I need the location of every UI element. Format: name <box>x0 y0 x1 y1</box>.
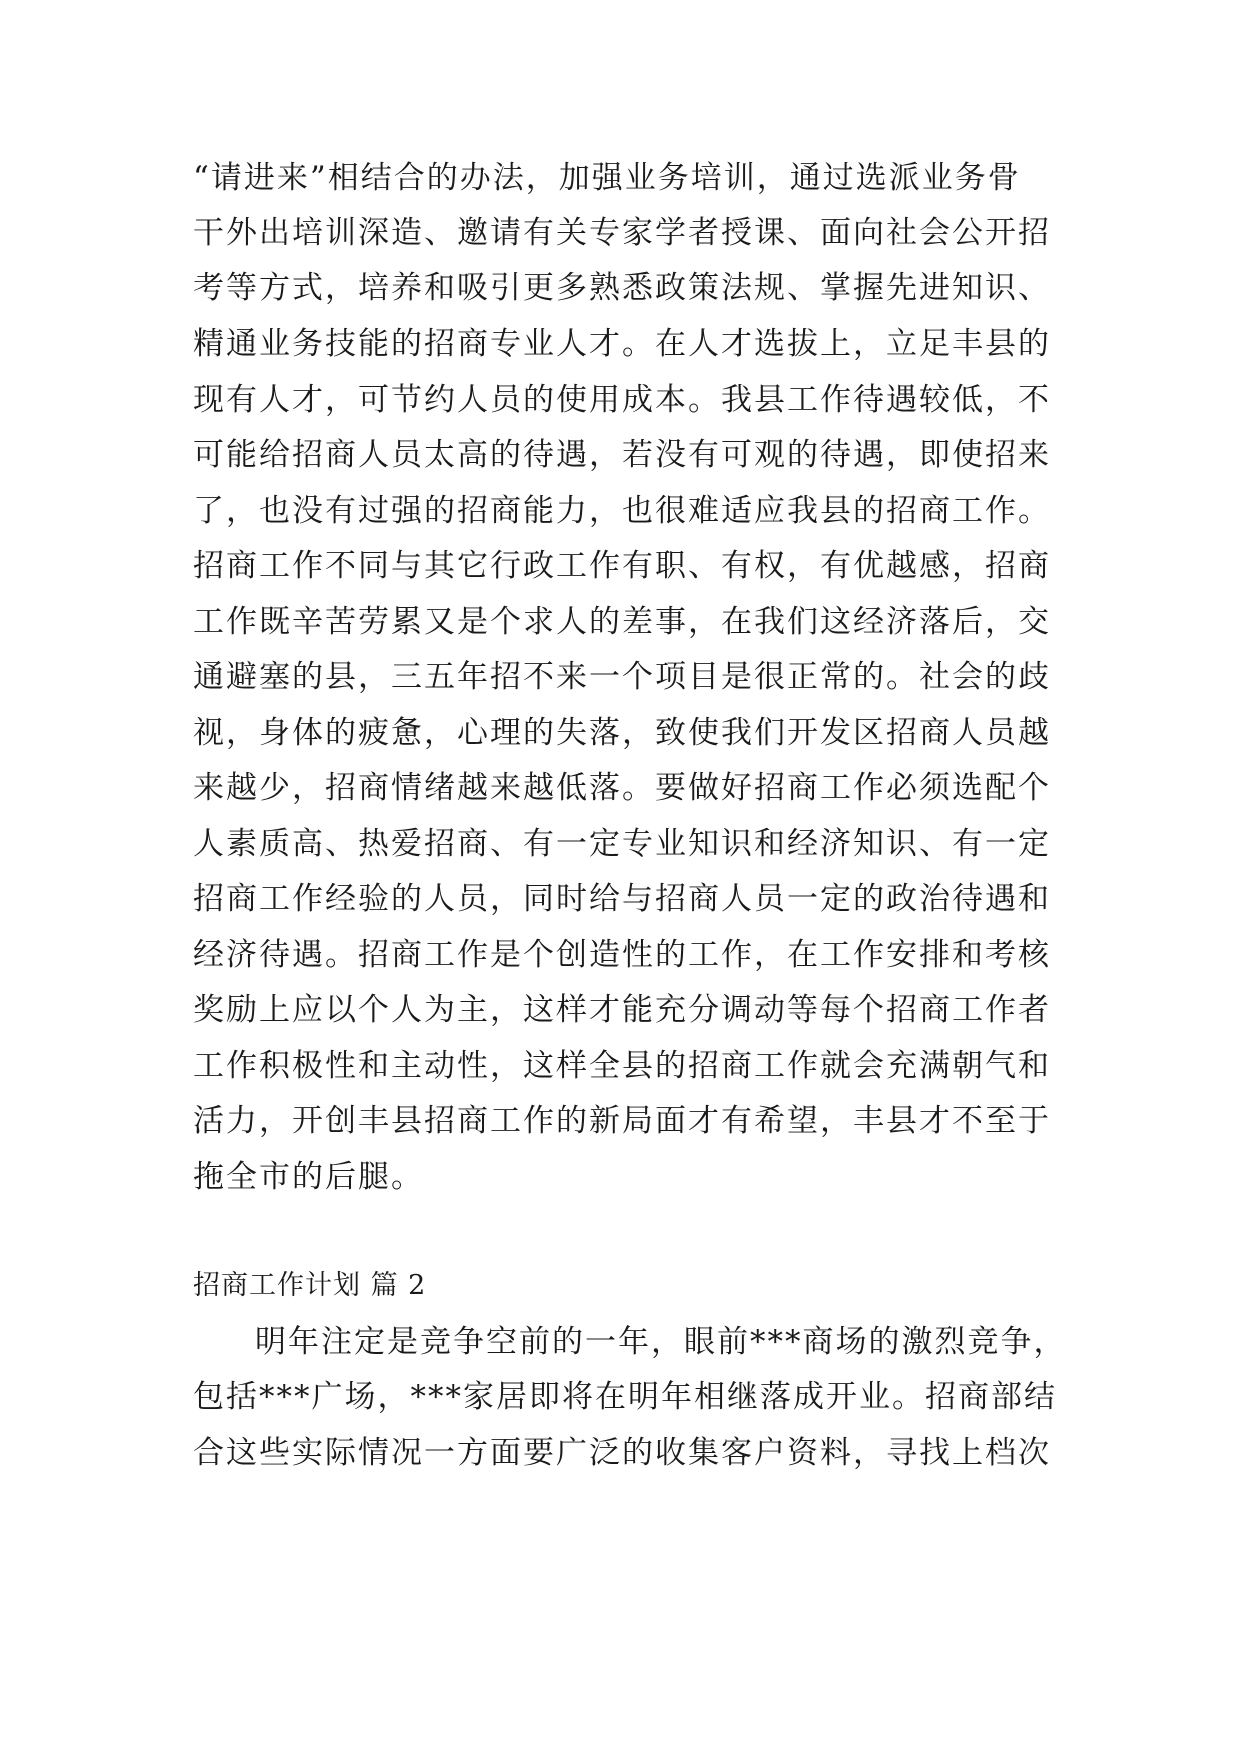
paragraph-line: 拖全市的后腿。 <box>193 1159 424 1195</box>
paragraph-line: 人素质高、热爱招商、有一定专业知识和经济知识、有一定 <box>193 826 1051 862</box>
paragraph-line: 奖励上应以个人为主，这样才能充分调动等每个招商工作者 <box>193 992 1051 1028</box>
paragraph-line: 工作积极性和主动性，这样全县的招商工作就会充满朝气和 <box>193 1048 1051 1084</box>
paragraph-line: 精通业务技能的招商专业人才。在人才选拔上，立足丰县的 <box>193 326 1051 362</box>
paragraph-line: 考等方式，培养和吸引更多熟悉政策法规、掌握先进知识、 <box>193 270 1051 306</box>
paragraph-line: 活力，开创丰县招商工作的新局面才有希望，丰县才不至于 <box>193 1103 1051 1139</box>
section-heading: 招商工作计划 篇 2 <box>193 1270 427 1301</box>
paragraph-line: 来越少，招商情绪越来越低落。要做好招商工作必须选配个 <box>193 770 1051 806</box>
paragraph-line: 经济待遇。招商工作是个创造性的工作，在工作安排和考核 <box>193 937 1051 973</box>
paragraph-line: 了，也没有过强的招商能力，也很难适应我县的招商工作。 <box>193 493 1051 529</box>
paragraph-line: 明年注定是竞争空前的一年，眼前***商场的激烈竞争， <box>255 1324 1067 1360</box>
paragraph-line: 包括***广场，***家居即将在明年相继落成开业。招商部结 <box>193 1379 1057 1415</box>
paragraph-line: 合这些实际情况一方面要广泛的收集客户资料，寻找上档次 <box>193 1435 1051 1471</box>
paragraph-line: 视，身体的疲惫，心理的失落，致使我们开发区招商人员越 <box>193 715 1051 751</box>
paragraph-line: 现有人才，可节约人员的使用成本。我县工作待遇较低，不 <box>193 382 1051 418</box>
paragraph-line: 工作既辛苦劳累又是个求人的差事，在我们这经济落后，交 <box>193 604 1051 640</box>
paragraph-line: 招商工作经验的人员，同时给与招商人员一定的政治待遇和 <box>193 881 1051 917</box>
paragraph-line: 可能给招商人员太高的待遇，若没有可观的待遇，即使招来 <box>193 437 1051 473</box>
paragraph-line: 干外出培训深造、邀请有关专家学者授课、面向社会公开招 <box>193 215 1051 251</box>
paragraph-line: “请进来”相结合的办法，加强业务培训，通过选派业务骨 <box>193 160 1021 196</box>
paragraph-line: 招商工作不同与其它行政工作有职、有权，有优越感，招商 <box>193 548 1051 584</box>
paragraph-line: 通避塞的县，三五年招不来一个项目是很正常的。社会的歧 <box>193 659 1051 695</box>
